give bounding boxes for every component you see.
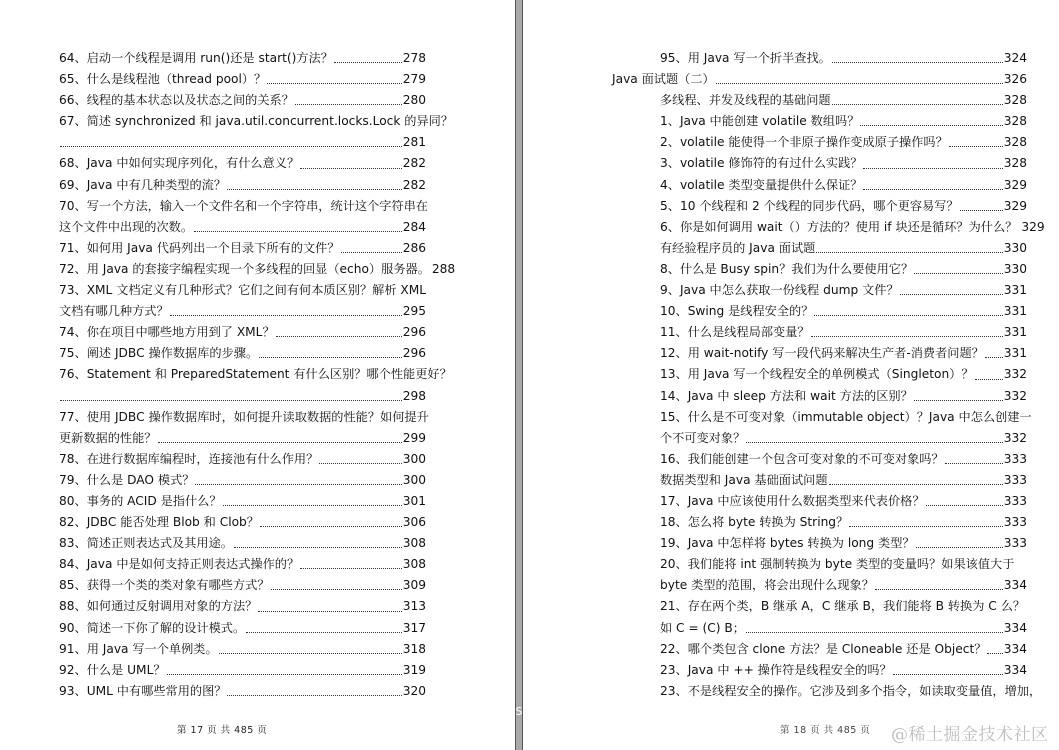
dot-leader	[300, 153, 402, 174]
dot-leader	[716, 69, 1003, 90]
toc-entry-title: 64、启动一个线程是调用 run()还是 start()方法？	[59, 51, 333, 65]
toc-entry[interactable]	[59, 575, 426, 596]
toc-entry[interactable]	[59, 343, 426, 364]
toc-entry-title: 9、Java 中怎么获取一份线程 dump 文件？	[660, 283, 899, 298]
dot-leader	[341, 238, 402, 259]
toc-entry[interactable]	[59, 364, 452, 385]
dot-leader	[860, 111, 1002, 132]
toc-page-number: 301	[402, 493, 426, 508]
toc-entry[interactable]	[59, 280, 426, 301]
toc-entry[interactable]	[59, 449, 426, 470]
dot-leader	[816, 238, 1002, 259]
toc-entry[interactable]	[59, 386, 426, 407]
toc-page-number: 300	[402, 472, 426, 487]
toc-entry-title: 18、怎么将 byte 转换为 String？	[660, 515, 849, 530]
toc-entry-title: 数据类型和 Java 基础面试问题	[660, 472, 828, 487]
toc-entry-title: 67、简述 synchronized 和 java.util.concurrent.locks.Lock 的异同？	[59, 114, 454, 129]
dot-leader	[260, 512, 402, 533]
toc-entry[interactable]	[612, 512, 1027, 533]
toc-page-number: 318	[402, 641, 426, 656]
page-divider-scrollbar[interactable]	[515, 0, 523, 750]
toc-page-number: 299	[402, 430, 426, 445]
dot-leader	[276, 322, 402, 343]
toc-entry[interactable]	[612, 69, 1027, 90]
toc-page-number: 331	[1003, 304, 1027, 319]
toc-entry-title: 72、用 Java 的套接字编程实现一个多线程的回显（echo）服务器。	[59, 261, 430, 276]
toc-page-number: 317	[402, 620, 426, 635]
toc-page-number: 329	[1003, 177, 1027, 192]
toc-page-number: 308	[402, 557, 426, 572]
toc-page-number: 279	[402, 72, 426, 87]
toc-entry-title: 21、存在两个类，B 继承 A，C 继承 B，我们能将 B 转换为 C 么？	[660, 599, 1026, 614]
toc-entry[interactable]	[612, 639, 1027, 660]
dot-leader	[814, 301, 1002, 322]
toc-entry[interactable]	[612, 217, 1045, 238]
toc-entry[interactable]	[612, 132, 1027, 153]
toc-entry-title: 71、如何用 Java 代码列出一个目录下所有的文件？	[59, 240, 340, 255]
toc-entry-title: 82、JDBC 能否处理 Blob 和 Clob？	[59, 515, 259, 530]
toc-entry-title: 6、你是如何调用 wait（）方法的？使用 if 块还是循环？为什么？	[660, 219, 1018, 234]
toc-page-number: 328	[1003, 93, 1027, 108]
toc-entry-title: 19、Java 中怎样将 bytes 转换为 long 类型？	[660, 536, 915, 551]
toc-entry-title: 23、不是线程安全的操作。它涉及到多个指令，如读取变量值，增加，	[660, 683, 1042, 698]
dot-leader	[949, 132, 1003, 153]
toc-page-number: 296	[402, 346, 426, 361]
toc-page-number: 332	[1003, 430, 1027, 445]
dot-leader	[227, 175, 402, 196]
dot-leader	[746, 428, 1002, 449]
toc-entry-title: 13、用 Java 写一个线程安全的单例模式（Singleton）？	[660, 367, 974, 382]
toc-page-number: 329	[1021, 219, 1045, 234]
toc-entry-title: 83、简述正则表达式及其用途。	[59, 536, 233, 551]
toc-entry-title: 79、什么是 DAO 模式？	[59, 472, 195, 487]
dot-leader	[170, 301, 402, 322]
toc-entry-title: 10、Swing 是线程安全的？	[660, 304, 814, 319]
toc-entry-title: 3、volatile 修饰符的有过什么实践？	[660, 156, 863, 171]
toc-entry-title: 12、用 wait-notify 写一段代码来解决生产者-消费者问题？	[660, 346, 984, 361]
toc-entry[interactable]	[59, 681, 426, 702]
toc-entry[interactable]	[612, 681, 1042, 702]
dot-leader	[975, 364, 1003, 385]
toc-entry[interactable]	[59, 217, 426, 238]
toc-page-number: 328	[1003, 156, 1027, 171]
toc-page-number: 332	[1003, 388, 1027, 403]
dot-leader	[60, 132, 402, 153]
toc-entry[interactable]	[612, 660, 1027, 681]
dot-leader	[849, 512, 1003, 533]
toc-entry-title: 2、volatile 能使得一个非原子操作变成原子操作吗？	[660, 135, 948, 150]
toc-entry[interactable]	[59, 153, 426, 174]
toc-entry-title: 73、XML 文档定义有几种形式？它们之间有何本质区别？解析 XML	[59, 283, 427, 298]
toc-page-number: 320	[402, 683, 426, 698]
toc-entry-title: 75、阐述 JDBC 操作数据库的步骤。	[59, 346, 259, 361]
toc-entry-title: 4、volatile 类型变量提供什么保证？	[660, 177, 863, 192]
watermark: @稀土掘金技术社区	[891, 725, 1049, 745]
dot-leader	[271, 575, 402, 596]
dot-leader	[914, 259, 1003, 280]
toc-page-number: 282	[402, 156, 426, 171]
dot-leader	[267, 69, 401, 90]
dot-leader	[875, 575, 1003, 596]
dot-leader	[811, 322, 1003, 343]
toc-entry[interactable]	[612, 238, 1027, 259]
left-page	[0, 0, 515, 750]
toc-entry-title: 70、写一个方法，输入一个文件名和一个字符串，统计这个字符串在	[59, 198, 428, 213]
toc-entry-title: 23、Java 中 ++ 操作符是线程安全的吗？	[660, 662, 892, 677]
toc-entry[interactable]	[59, 259, 456, 280]
toc-entry-title: 20、我们能将 int 强制转换为 byte 类型的变量吗？如果该值大于	[660, 557, 1015, 572]
table-of-contents-right	[612, 48, 1045, 702]
toc-page-number: 334	[1003, 620, 1027, 635]
toc-page-number: 328	[1003, 135, 1027, 150]
dot-leader	[914, 386, 1003, 407]
toc-page-number: 329	[1003, 198, 1027, 213]
toc-entry-title: 14、Java 中 sleep 方法和 wait 方法的区别？	[660, 388, 913, 403]
toc-entry[interactable]	[612, 575, 1027, 596]
toc-entry-title: 15、什么是不可变对象（immutable object）？Java 中怎么创建一	[660, 409, 1032, 424]
toc-entry[interactable]	[59, 618, 426, 639]
dot-leader	[259, 343, 402, 364]
toc-entry[interactable]	[59, 533, 426, 554]
toc-entry[interactable]	[59, 596, 426, 617]
toc-entry[interactable]	[59, 175, 426, 196]
toc-page-number: 326	[1003, 72, 1027, 87]
toc-page-number: 331	[1003, 283, 1027, 298]
toc-page-number: 282	[402, 177, 426, 192]
toc-page-number: 313	[402, 599, 426, 614]
table-of-contents-left	[59, 48, 456, 702]
toc-entry-title: 74、你在项目中哪些地方用到了 XML？	[59, 325, 275, 340]
toc-page-number: 286	[402, 240, 426, 255]
toc-entry[interactable]	[612, 428, 1027, 449]
dot-leader	[158, 428, 402, 449]
toc-page-number: 306	[402, 515, 426, 530]
toc-entry-title: 1、Java 中能创建 volatile 数组吗？	[660, 114, 860, 129]
toc-entry[interactable]	[59, 639, 426, 660]
dot-leader	[829, 470, 1003, 491]
toc-page-number: 281	[402, 135, 426, 150]
toc-entry[interactable]	[59, 301, 426, 322]
toc-entry-title: 多线程、并发及线程的基础问题	[660, 93, 831, 108]
toc-page-number: 333	[1003, 493, 1027, 508]
toc-page-number: 331	[1003, 346, 1027, 361]
toc-entry[interactable]	[59, 470, 426, 491]
toc-page-number: 324	[1003, 51, 1027, 65]
dot-leader	[300, 554, 402, 575]
dot-leader	[900, 280, 1003, 301]
toc-entry[interactable]	[612, 533, 1027, 554]
toc-entry-title: 85、获得一个类的类对象有哪些方式？	[59, 578, 270, 593]
dot-leader	[223, 491, 402, 512]
toc-page-number: 300	[402, 451, 426, 466]
toc-entry[interactable]	[59, 196, 426, 217]
toc-entry[interactable]	[612, 196, 1027, 217]
dot-leader	[926, 491, 1003, 512]
toc-entry[interactable]	[612, 407, 1032, 428]
toc-entry[interactable]	[59, 48, 426, 69]
dot-leader	[334, 48, 402, 69]
toc-entry-title: 17、Java 中应该使用什么数据类型来代表价格？	[660, 493, 925, 508]
toc-entry-title: 84、Java 中是如何支持正则表达式操作的？	[59, 557, 300, 572]
toc-entry-title: 80、事务的 ACID 是指什么？	[59, 493, 222, 508]
dot-leader	[863, 175, 1002, 196]
dot-leader	[985, 343, 1003, 364]
toc-entry[interactable]	[612, 554, 1027, 575]
toc-entry-title: 文档有哪几种方式？	[59, 304, 169, 319]
toc-page-number: 284	[402, 219, 426, 234]
toc-entry[interactable]	[612, 322, 1027, 343]
toc-page-number: 330	[1003, 240, 1027, 255]
toc-page-number: 278	[402, 51, 426, 65]
dot-leader	[246, 618, 402, 639]
toc-entry[interactable]	[612, 90, 1027, 111]
dot-leader	[746, 618, 1003, 639]
toc-entry[interactable]	[612, 449, 1027, 470]
toc-entry[interactable]	[612, 343, 1027, 364]
toc-entry[interactable]	[612, 491, 1027, 512]
toc-entry[interactable]	[59, 111, 454, 132]
toc-entry-title: 22、哪个类包含 clone 方法？是 Cloneable 还是 Object？	[660, 641, 987, 656]
toc-entry-title: 更新数据的性能？	[59, 430, 157, 445]
dot-leader	[960, 196, 1003, 217]
toc-page-number: 319	[402, 662, 426, 677]
toc-page-number: 296	[402, 325, 426, 340]
dot-leader	[916, 533, 1003, 554]
dot-leader	[945, 449, 1003, 470]
toc-entry[interactable]	[59, 554, 426, 575]
toc-entry[interactable]	[59, 491, 426, 512]
toc-page-number: 309	[402, 578, 426, 593]
toc-entry-title: 65、什么是线程池（thread pool）？	[59, 72, 267, 87]
dot-leader	[194, 217, 402, 238]
page-footer: 第 17 页 共 485 页	[177, 725, 268, 736]
toc-entry[interactable]	[612, 618, 1027, 639]
page-footer: 第 18 页 共 485 页	[780, 725, 871, 736]
toc-entry[interactable]	[59, 132, 426, 153]
toc-page-number: 334	[1003, 641, 1027, 656]
toc-entry[interactable]	[612, 386, 1027, 407]
toc-entry[interactable]	[59, 660, 426, 681]
dot-leader	[893, 660, 1003, 681]
toc-entry[interactable]	[59, 428, 426, 449]
toc-entry-title: 11、什么是线程局部变量？	[660, 325, 810, 340]
toc-entry-title: 91、用 Java 写一个单例类。	[59, 641, 218, 656]
toc-entry[interactable]	[59, 407, 429, 428]
dot-leader	[234, 533, 402, 554]
dot-leader	[832, 48, 1003, 69]
toc-page-number: 295	[402, 304, 426, 319]
toc-entry[interactable]	[59, 238, 426, 259]
toc-entry-title: 68、Java 中如何实现序列化，有什么意义？	[59, 156, 300, 171]
toc-page-number: 328	[1003, 114, 1027, 129]
toc-entry-title: 78、在进行数据库编程时，连接池有什么作用？	[59, 451, 319, 466]
toc-page-number: 288	[431, 261, 456, 276]
dot-leader	[258, 596, 401, 617]
toc-page-number: 333	[1003, 472, 1027, 487]
toc-entry[interactable]	[612, 175, 1027, 196]
toc-entry-title: 93、UML 中有哪些常用的图？	[59, 683, 227, 698]
right-page	[523, 0, 1059, 750]
toc-entry[interactable]	[59, 322, 426, 343]
toc-entry[interactable]	[612, 301, 1027, 322]
toc-entry-title: 90、简述一下你了解的设计模式。	[59, 620, 246, 635]
toc-page-number: 333	[1003, 536, 1027, 551]
toc-entry-title: 66、线程的基本状态以及状态之间的关系？	[59, 93, 294, 108]
toc-entry[interactable]	[59, 90, 426, 111]
dot-leader	[60, 386, 402, 407]
dot-leader	[167, 660, 402, 681]
toc-entry-title: 这个文件中出现的次数。	[59, 219, 194, 234]
toc-entry[interactable]	[612, 280, 1027, 301]
gutter-mark: S	[515, 705, 523, 718]
toc-entry[interactable]	[612, 111, 1027, 132]
toc-page-number: 308	[402, 536, 426, 551]
toc-entry-title: 如 C = (C) B；	[660, 620, 745, 635]
toc-page-number: 330	[1003, 261, 1027, 276]
toc-entry-title: Java 面试题（二）	[612, 72, 715, 87]
toc-page-number: 333	[1003, 515, 1027, 530]
dot-leader	[987, 639, 1002, 660]
toc-entry[interactable]	[612, 153, 1027, 174]
toc-page-number: 298	[402, 388, 426, 403]
toc-page-number: 280	[402, 93, 426, 108]
toc-entry-title: 76、Statement 和 PreparedStatement 有什么区别？哪个性能更好？	[59, 367, 452, 382]
toc-page-number: 334	[1003, 662, 1027, 677]
toc-entry-title: 69、Java 中有几种类型的流？	[59, 177, 227, 192]
toc-page-number: 333	[1003, 451, 1027, 466]
toc-entry-title: 95、用 Java 写一个折半查找。	[660, 51, 831, 65]
dot-leader	[319, 449, 401, 470]
toc-entry[interactable]	[612, 364, 1027, 385]
toc-entry-title: 88、如何通过反射调用对象的方法？	[59, 599, 258, 614]
toc-page-number: 331	[1003, 325, 1027, 340]
toc-entry-title: 77、使用 JDBC 操作数据库时，如何提升读取数据的性能？如何提升	[59, 409, 429, 424]
toc-entry-title: 有经验程序员的 Java 面试题	[660, 240, 816, 255]
toc-entry-title: byte 类型的范围，将会出现什么现象？	[660, 578, 874, 593]
dot-leader	[832, 90, 1003, 111]
toc-entry[interactable]	[59, 69, 426, 90]
toc-entry-title: 个不可变对象？	[660, 430, 746, 445]
dot-leader	[295, 90, 402, 111]
dot-leader	[863, 153, 1002, 174]
dot-leader	[195, 470, 401, 491]
dot-leader	[219, 639, 402, 660]
toc-entry-title: 92、什么是 UML？	[59, 662, 166, 677]
toc-entry[interactable]	[612, 48, 1027, 69]
toc-entry[interactable]	[612, 259, 1027, 280]
toc-entry[interactable]	[612, 596, 1027, 617]
toc-page-number: 334	[1003, 578, 1027, 593]
toc-entry[interactable]	[59, 512, 426, 533]
dot-leader	[227, 681, 401, 702]
toc-entry-title: 16、我们能创建一个包含可变对象的不可变对象吗？	[660, 451, 944, 466]
toc-entry-title: 8、什么是 Busy spin？我们为什么要使用它？	[660, 261, 914, 276]
toc-entry[interactable]	[612, 470, 1027, 491]
toc-entry-title: 5、10 个线程和 2 个线程的同步代码，哪个更容易写？	[660, 198, 959, 213]
toc-page-number: 332	[1003, 367, 1027, 382]
